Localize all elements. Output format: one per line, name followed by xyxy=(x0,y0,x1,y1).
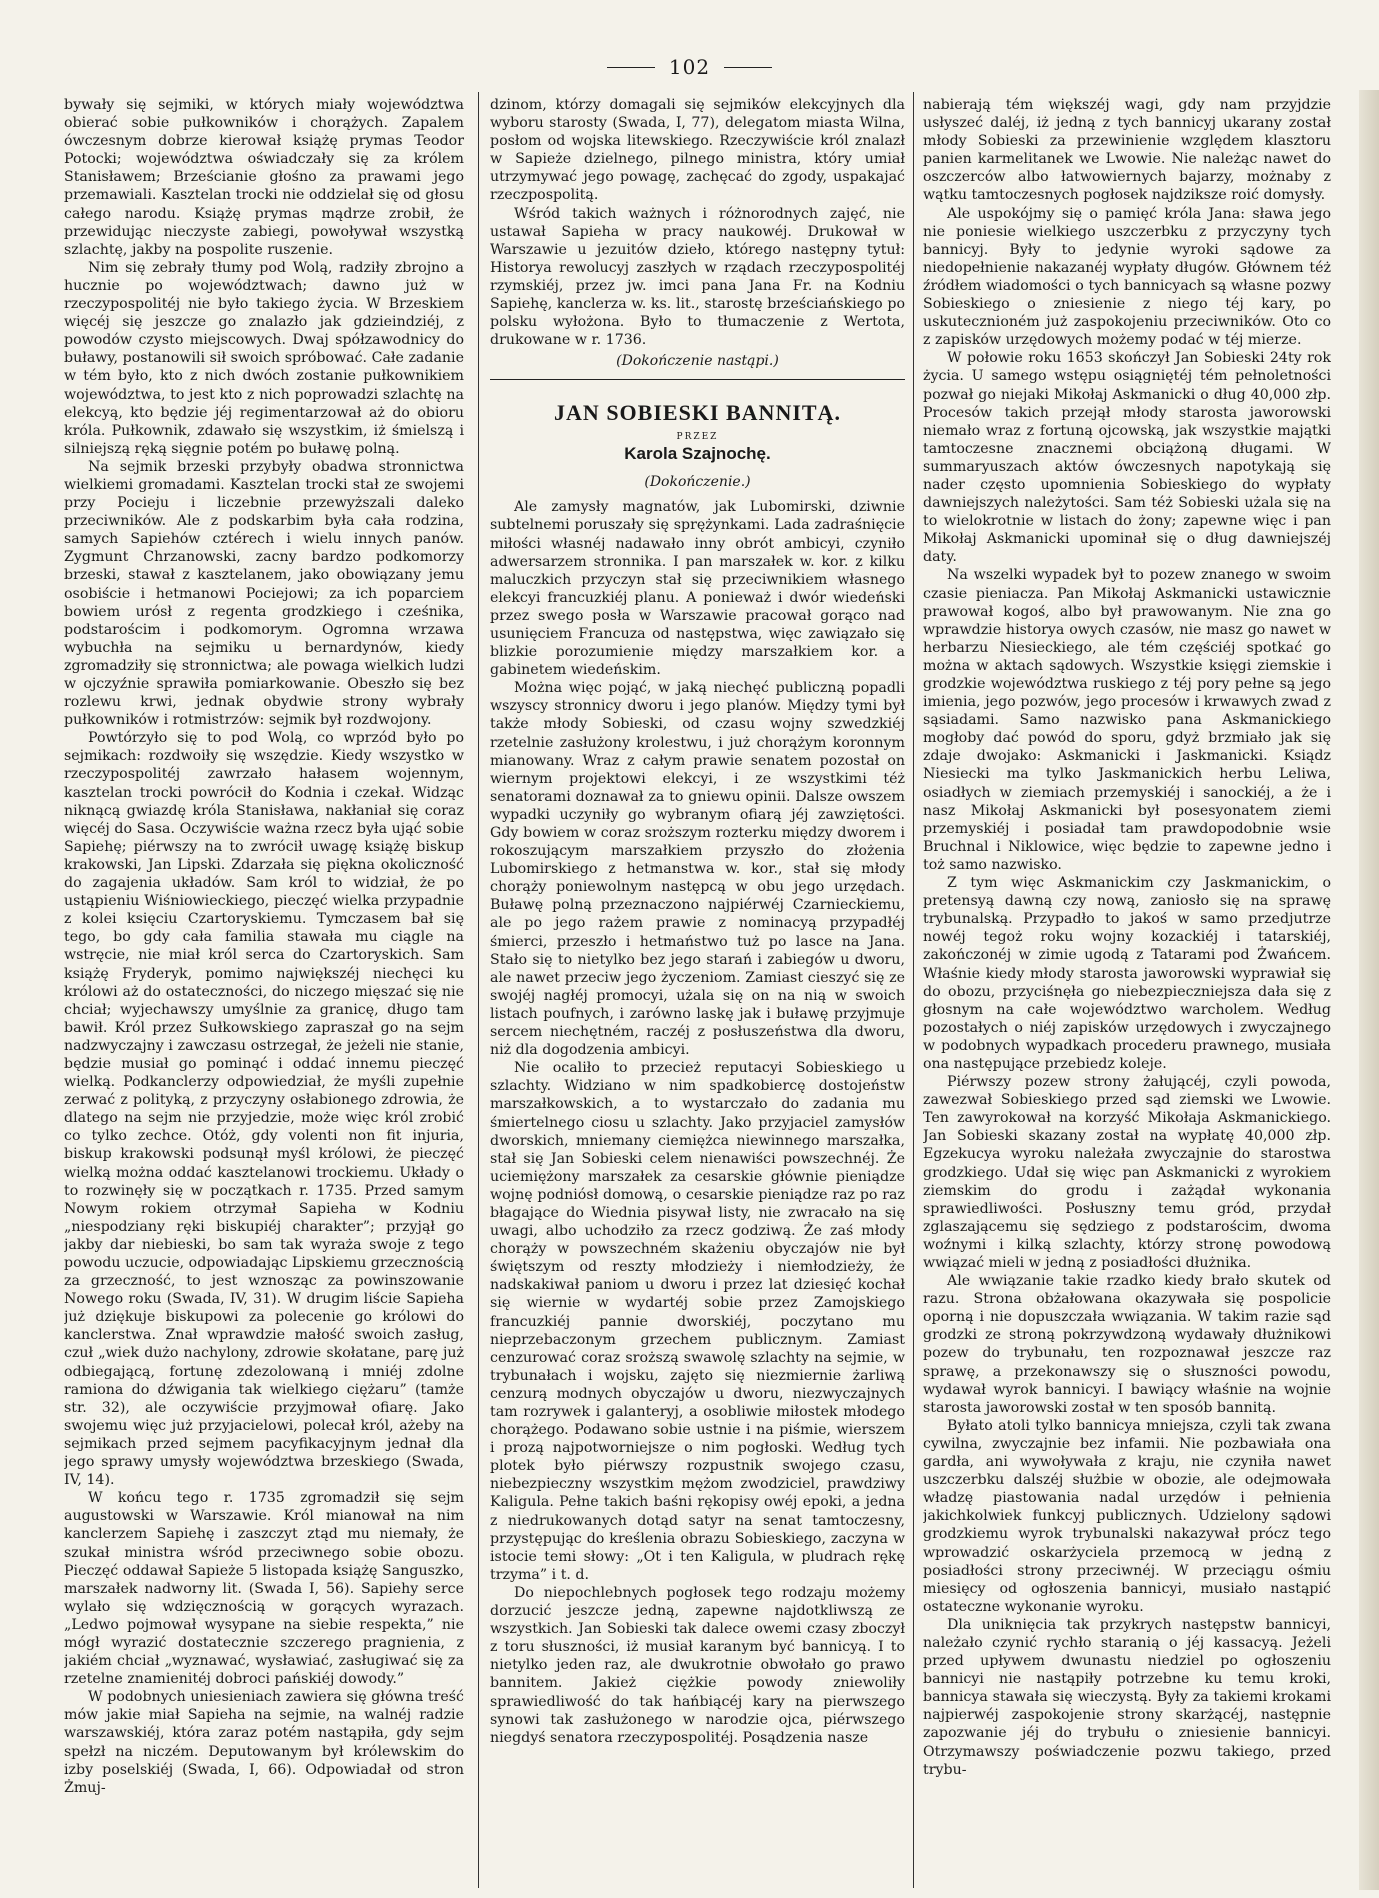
column-left xyxy=(64,96,464,1886)
paragraph: bywały się sejmiki, w których miały województwa obierać sobie pułkowników i chorążych. Zapalem ówczesnym dobrze kierował książę prymas Teodor Potocki; województwa oświadczały się za królem Stanisławem; Brześcianie głośno za prawami jego przemawiali. Kasztelan trocki nie oddzielał się od głosu całego narodu. Książę prymas mądrze zrobił, że przewidując nieczyste zabiegi, powoływał wszystką szlachtę, jakby na pospolite ruszenie. xyxy=(64,97,464,258)
paragraph: Z tym więc Askmanickim czy Jaskmanickim, o pretensyą dawną czy nową, zaniosło się na sprawę trybunalską. Przypadło to jakoś w samo przedjutrze nowéj tegoż roku wojny kozackiéj i tatarskiéj, zakończonéj w zimie ugodą z Tatarami pod Żwańcem. Właśnie kiedy młody starosta jaworowski wyprawiał się do obozu, przyciśnęła go niebezpieczniejsza dała się z głosnym na całe województwo warcholem. Według pozostałych o niéj zapisków urzędowych i zwyczajnego w podobnych wypadkach procederu prawnego, musiała ona następujące przebiedz koleje. xyxy=(923,875,1331,1072)
paragraph: Można więc pojąć, w jaką niechęć publiczną popadli wszyscy stronnicy dworu i jego planów. Między tymi był także młody Sobieski, od czasu wojny szwedzkiéj rzetelnie zasłużony krolestwu, i już chorążym koronnym mianowany. Wraz z całym prawie senatem pozostał on wiernym projektowi elekcyi, i ze wszystkimi téż senatorami doznawał za to gniewu opinii. Dalsze owszem wypadki uczyniły go wybranym ofiarą jéj zawziętości. Gdy bowiem w coraz sroższym rozterku między dworem i rokoszującym marszałkiem przyszło do złożenia Lubomirskiego z hetmanstwa w. kor., stał się młody chorąży poniewolnym następcą w obu jego urzędach. Buławę polną przeznaczono najpiérwéj Czarnieckiemu, ale po jego rażem prawie z nominacyą przypadłéj śmierci, przeszło i hetmaństwo tuż po lasce na Jana. Stało się to nietylko bez jego starań i zabiegów u dworu, ale nawet przeciw jego życzeniom. Zamiast cieszyć się ze swojéj nagłéj promocyi, użala się on na nią w swoich listach poufnych, i zarówno laskę jak i buławę przyjmuje sercem niechętném, raczéj z posłuszeństwa dla dworu, niż dla dogodzenia ambicyi. xyxy=(490,680,905,1059)
page-header xyxy=(0,52,1379,82)
column-right xyxy=(923,96,1331,1886)
column-middle xyxy=(490,96,905,1886)
paragraph: Ale wwiązanie takie rzadko kiedy brało skutek od razu. Strona obżałowana okazywała się pospolicie oporną i nie dopuszczała wwiązania. W takim razie sąd grodzki ze stroną pokrzywdzoną wydawały dłużnikowi pozew do trybunału, ten rozpoznawał jeszcze raz sprawę, a przekonawszy się o słuszności powodu, wydawał wyrok bannicyi. I bawiący właśnie na wojnie starosta jaworowski został w ten sposób bannitą. xyxy=(923,1273,1331,1416)
paragraph: Do niepochlebnych pogłosek tego rodzaju możemy dorzucić jeszcze jedną, zapewne najdotkliwszą ze wszystkich. Jan Sobieski tak dalece owemi czasy zboczył z toru słuszności, iż musiał karanym być bannicyą. I to nietylko jeden raz, ale dwukrotnie obwołało go prawo bannitem. Jakież ciężkie powody zniewoliły sprawiedliwość do tak hańbiącéj kary na pierwszego synowi tak zasłużonego w narodzie ojca, piérwszego niegdyś senatora rzeczypospolitéj. Posądzenia nasze xyxy=(490,1584,905,1746)
paragraph: Na wszelki wypadek był to pozew znanego w swoim czasie pieniacza. Pan Mikołaj Askmanicki ustawicznie prawował kogoś, albo był prawowanym. Nie zna go wprawdzie historya owych czasów, nie masz go nawet w herbarzu Niesieckiego, ale tém częściéj spotkać go można w aktach sądowych. Wszystkie księgi ziemskie i grodzkie województwa ruskiego z téj pory pełne są jego imienia, jego pozwów, jego procesów i krwawych zwad z sąsiadami. Samo nazwisko pana Askmanickiego mogłoby dać powód do sporu, gdyż brzmiało jak się zdaje dwojako: Askmanicki i Jaskmanicki. Ksiądz Niesiecki ma tylko Jaskmanickich herbu Leliwa, osiadłych w ziemiach przemyskiéj i sanockiéj, a że i nasz Mikołaj Askmanicki był posesyonatem ziemi przemyskiéj i posiadał tam prawdopodobnie wsie Bruchnal i Niklowice, więc będzie to zapewne jedno i toż samo nazwisko. xyxy=(923,567,1331,873)
column-divider-2 xyxy=(913,92,914,1888)
column-divider-1 xyxy=(478,92,479,1888)
article-title: JAN SOBIESKI BANNITĄ. xyxy=(554,400,841,426)
page-number: 102 xyxy=(668,55,711,79)
paragraph: W połowie roku 1653 skończył Jan Sobieski 24ty rok życia. U samego wstępu osiągniętéj tém pełnoletności pozwał go niejaki Mikołaj Askmanicki o dług 40,000 złp. Procesów takich przejął młody starosta jaworowski niemało wraz z fortuną ojcowską, jak wszystkie majątki tamtoczesne znacznemi obciążoną długami. W summaryuszach aktów ówczesnych napotykają się nader często upomnienia Sobieskiego do wypłaty dawniejszych należytości. Sam téż Sobieski użala się na to wielokrotnie w listach do żony; zapewne więc i pan Mikołaj Askmanicki upominał się o dług dawniejszéj daty. xyxy=(923,350,1331,566)
paragraph: Wśród takich ważnych i różnorodnych zajęć, nie ustawał Sapieha w pracy naukowéj. Drukował w Warszawie u jezuitów dzieło, którego następny tytuł: Historya rewolucyj zaszłych w rządach rzeczypospolitéj rzymskiéj, przez jw. imci pana Jana Fr. na Kodniu Sapiehę, kanclerza w. ks. lit., starostę brześciańskiego po polsku wyłożona. Było to tłumaczenie z Wertota, drukowane w r. 1736. xyxy=(490,205,905,349)
paragraph: W podobnych uniesieniach zawiera się główna treść mów jakie miał Sapieha na sejmie, na walnéj radzie warszawskiéj, która zaraz potém nastąpiła, gdy sejm spełzł na niczém. Deputowanym był królewskim do izby poselskiéj (Swada, I, 66). Odpowiadał od stron Żmuj- xyxy=(64,1689,464,1796)
paragraph: Piérwszy pozew strony żałującéj, czyli powoda, zawezwał Sobieskiego przed sąd ziemski we Lwowie. Ten zawyrokował na korzyść Mikołaja Askmanickiego. Jan Sobieski skazany został na wypłatę 40,000 złp. Egzekucya wyroku należała zwyczajnie do starostwa grodzkiego. Udał się więc pan Askmanicki z wyrokiem ziemskim do grodu i zażądał wykonania sprawiedliwości. Posłuszny temu gród, przydał zglaszającemu się sędziego z podstarościm, dwoma woźnymi i kilką szlachty, którzy stronę powodową wwiązać mieli w jedną z posiadłości dłużnika. xyxy=(923,1074,1331,1271)
paragraph: Ale uspokójmy się o pamięć króla Jana: sława jego nie poniesie wielkiego uszczerbku z przyczyny tych bannicyj. Były to jedynie wyroki sądowe za niedopełnienie nakazanéj wypłaty długów. Głównem téż źródłem wiadomości o tych bannicyach są własne pozwy Sobieskiego o zniesienie z niego téj kary, po uskutecznioném już zaspokojeniu przeciwników. Oto co z zapisków urzędowych możemy podać w téj mierze. xyxy=(923,205,1331,349)
paragraph: nabierają tém większéj wagi, gdy nam przyjdzie usłyszeć daléj, iż jedną z tych bannicyj ukarany został młody Sobieski za przewinienie względem klasztoru panien karmelitanek we Lwowie. Nie należąc nawet do oszczerców albo łatwowiernych bajarzy, możnaby z wątku tamtoczesnych pogłosek najdziksze roić domysły. xyxy=(923,97,1331,204)
paragraph: dzinom, którzy domagali się sejmików elekcyjnych dla wyboru starosty (Swada, I, 77), delegatom miasta Wilna, posłom od wojska litewskiego. Rzeczywiście król znalazł w Sapieże dzielnego, pilnego ministra, który umiał utrzymywać jego powagę, zachęcać do zgody, uspakajać rzeczpospolitą. xyxy=(490,97,905,204)
header-rule-right xyxy=(724,67,772,68)
header-rule-left xyxy=(607,67,655,68)
conclusion-note: (Dokończenie.) xyxy=(644,474,751,491)
article-byline-prefix: PRZEZ xyxy=(676,432,719,443)
paragraph: Powtórzyło się to pod Wolą, co wprzód było po sejmikach: rozdwoiły się wszędzie. Kiedy wszystko w rzeczypospolitéj zawrzało hałasem wojennym, kasztelan trocki powrócił do Kodnia i czekał. Widząc niknącą gwiazdę króla Stanisława, nakłaniał się coraz więcéj do Sasa. Oczywiście ważna rzecz była ująć sobie Sapiehę; piérwszy na to zwrócił uwagę książę biskup krakowski, Jan Lipski. Zdarzała się piękna okoliczność do zagajenia układów. Sam król to widział, że po ustąpieniu Wiśniowieckiego, pieczęć wielka przypadnie z kolei księciu Czartoryskiemu. Tymczasem bał się tego, bo gdy cała familia stawała mu ciągle na wstręcie, nie miał król serca do Czartoryskich. Sam książę Fryderyk, pomimo największéj niechęci ku królowi aż do ostateczności, do niczego mięszać się nie chciał; wyjechawszy umyślnie za granicę, długo tam bawił. Król przez Sułkowskiego zapraszał go na sejm nadzwyczajny i zawczasu ostrzegał, że jeżeli nie stanie, będzie musiał go pominąć i oddać innemu pieczęć wielką. Podkanclerzy odpowiedział, że myśli zupełnie zerwać z polityką, z przyczyny osłabionego zdrowia, że dlatego na sejm nie przyjedzie, może więc król zrobić co tylko zechce. Otóż, gdy volenti non fit injuria, biskup krakowski podsunął myśl królowi, że pieczęć wielką można oddać kasztelanowi trockiemu. Układy o to rozwinęły się w początkach r. 1735. Przed samym Nowym rokiem otrzymał Sapieha w Kodniu „niespodziany ręki biskupiéj charakter”; przyjął go jakby dar niebieski, bo sam tak wyraża swoje z tego powodu uczucie, odpowiadając Lipskiemu grzecznością za grzeczność, to jest wznosząc za powinszowanie Nowego roku (Swada, IV, 31). W drugim liście Sapieha już dziękuje biskupowi za polecenie go królowi do kanclerstwa. Znał wprawdzie małość swoich zasług, czuł „wiek dużo nachylony, zdrowie skołatane, parę już odbiegającą, fortunę zdezolowaną i mniéj zdolne ramiona do dźwigania tak wielkiego ciężaru” (tamże str. 32), ale oczywiście przyjmował ofiarę. Jako swojemu więc już przyjacielowi, polecał król, ażeby na sejmikach przed sejmem pacyfikacyjnym jednał dla jego sprawy umysły województwa brzeskiego (Swada, IV, 14). xyxy=(64,730,464,1489)
paragraph: Byłato atoli tylko bannicya mniejsza, czyli tak zwana cywilna, zwyczajnie bez infamii. Nie pozbawiała ona gardła, ani wywoływała z kraju, nie czyniła nawet uszczerbku dalszéj służbie w obozie, ale odejmowała władzę piastowania nadal urzędów i pełnienia jakichkolwiek funkcyj publicznych. Udzielony sądowi grodzkiemu wyrok trybunalski nakazywał prócz tego wprowadzić oskarżyciela przemocą w jedną z posiadłości strony przeciwnéj. W przeciągu ośmiu miesięcy od ogłoszenia bannicyi, musiało nastąpić ostateczne wykonanie wyroku. xyxy=(923,1417,1331,1615)
article-author: Karola Szajnochę. xyxy=(624,444,771,464)
page-edge xyxy=(1359,90,1379,1890)
paragraph: Nie ocaliło to przecież reputacyi Sobieskiego u szlachty. Widziano w nim spadkobiercę dostojeństw marszałkowskich, a to wystarczało do zadania mu śmiertelnego ciosu u szlachty. Jako przyjaciel zamysłów dworskich, mniemany ciemiężca niewinnego marszałka, stał się Jan Sobieski celem nienawiści powszechnéj. Że uciemiężony marszałek za cesarskie głównie pieniądze wojnę podniósł domową, o cesarskie pieniądze raz po raz błagające do Wiednia pisywał listy, nie zwracało na się uwagi, albo uchodziło za rzecz godziwą. Że zaś młody chorąży w powszechném skażeniu obyczajów nie był świętszym od reszty młodzieży i niemłodzieży, że nadskakiwał paniom u dworu i przez lat dziesięć kochał się wiernie w wydartéj sobie przez Zamojskiego francuzkiéj pannie dworskiéj, poczytano mu nieprzebaczonym grzechem publicznym. Zamiast cenzurować coraz sroższą swawolę szlachty na sejmie, w trybunałach i wojsku, zajęto się niezmiernie żarliwą cenzurą modnych obyczajów u dworu, niezwyczajnych tam rozrywek i galanteryj, a osobliwie miłostek młodego chorążego. Podawano sobie ustnie i na piśmie, wierszem i prozą najpotworniejsze o nim pogłoski. Według tych plotek było piérwszy rozpustnik swojego czasu, niebezpieczny wszystkim mężom zwodziciel, prawdziwy Kaligula. Pełne takich baśni rękopisy owéj epoki, a jedna z niedrukowanych dotąd satyr na senat tamtoczesny, przystępując do kreślenia obrazu Sobieskiego, zaczyna w istocie temi słowy: „Ot i ten Kaligula, w pludrach rękę trzyma” i t. d. xyxy=(490,1060,905,1583)
continued-note: (Dokończenie nastąpi.) xyxy=(616,353,779,370)
paragraph: Dla uniknięcia tak przykrych następstw bannicyi, należało czynić rychło staranią o jéj kassacyą. Jeżeli przed upływem dwunastu niedziel po ogłoszeniu bannicyi nie nastąpiły potrzebne ku temu kroki, bannicya stawała się wieczystą. Były za takiemi krokami najpierwéj zaspokojenie strony skarżącéj, następnie zapozwanie jéj do trybułu o zniesienie bannicyi. Otrzymawszy poświadczenie pozwu takiego, przed trybu- xyxy=(923,1616,1331,1778)
paragraph: Nim się zebrały tłumy pod Wolą, radziły zbrojno a hucznie po województwach; dawno już w rzeczypospolitéj nie było takiego życia. W Brzeskiem więcéj się jeszcze go znalazło jak gdzieindziéj, z powodów czysto miejscowych. Dwaj spółzawodnicy do buławy, postanowili sił swoich spróbować. Całe zadanie w tém było, kto z nich dwóch zostanie pułkownikiem województwa, to jest kto z nich poprowadzi szlachtę na elekcyą, kto będzie jéj regimentarzował aż do obioru króla. Pułkownik, zdawało się wszystkim, iż śmielszą i silniejszą ręką sięgnie potém po buławę polną. xyxy=(64,259,464,457)
paragraph: W końcu tego r. 1735 zgromadził się sejm augustowski w Warszawie. Król mianował na nim kanclerzem Sapiehę i zaszczyt ztąd mu niemały, że szukał ministra wśród przeciwnego sobie obozu. Pieczęć oddawał Sapieże 5 listopada książę Sanguszko, marszałek nadworny lit. (Swada I, 56). Sapiehy serce wylało się wdzięcznością w gorących wyrazach. „Ledwo pojmował wysypane na siebie respekta,” nie mógł wyrazić dostatecznie szczerego pragnienia, z jakiém chciał „wyznawać, wysławiać, zasługiwać się za rzetelne znamienitéj dobroci pańskiéj dowody.” xyxy=(64,1490,464,1688)
paragraph: Na sejmik brzeski przybyły obadwa stronnictwa wielkiemi gromadami. Kasztelan trocki stał ze swojemi przy Pocieju i liczebnie przewyższali daleko przeciwników. Ale z podskarbim była cała rodzina, samych Sapiehów cztérech i wielu innych panów. Zygmunt Chrzanowski, zacny bardzo podkomorzy brzeski, stawał z kasztelanem, jako obowiązany jemu osobiście i hetmanowi Pociejowi; za ich poparciem bowiem urósł z regenta grodzkiego i cześnika, podstarościm i podkomorym. Ogromna wrzawa wybuchła na sejmiku u bernardynów, kiedy zgromadziły się stronnictwa; ale powaga wielkich ludzi w ojczyźnie sprawiła pomiarkowanie. Obeszło się bez rozlewu krwi, jednak obydwie strony wybrały pułkowników i rotmistrzów: sejmik był rozdwojony. xyxy=(64,458,464,729)
paragraph: Ale zamysły magnatów, jak Lubomirski, dziwnie subtelnemi poruszały się sprężynkami. Lada zadraśnięcie miłości własnéj nadawało inny obrót ambicyi, czyniło adwersarzem stronnika. I pan marszałek w. kor. z kilku maluczkich przyczyn stał się przeciwnikiem własnego elekcyi francuzkiéj planu. A ponieważ i dwór wiedeński przez swego posła w Warszawie pracował gorąco nad usunięciem Francuza od następstwa, więc zawiązało się blizkie porozumienie między marszałkiem kor. a gabinetem wiedeńskim. xyxy=(490,499,905,679)
section-divider xyxy=(490,379,905,380)
